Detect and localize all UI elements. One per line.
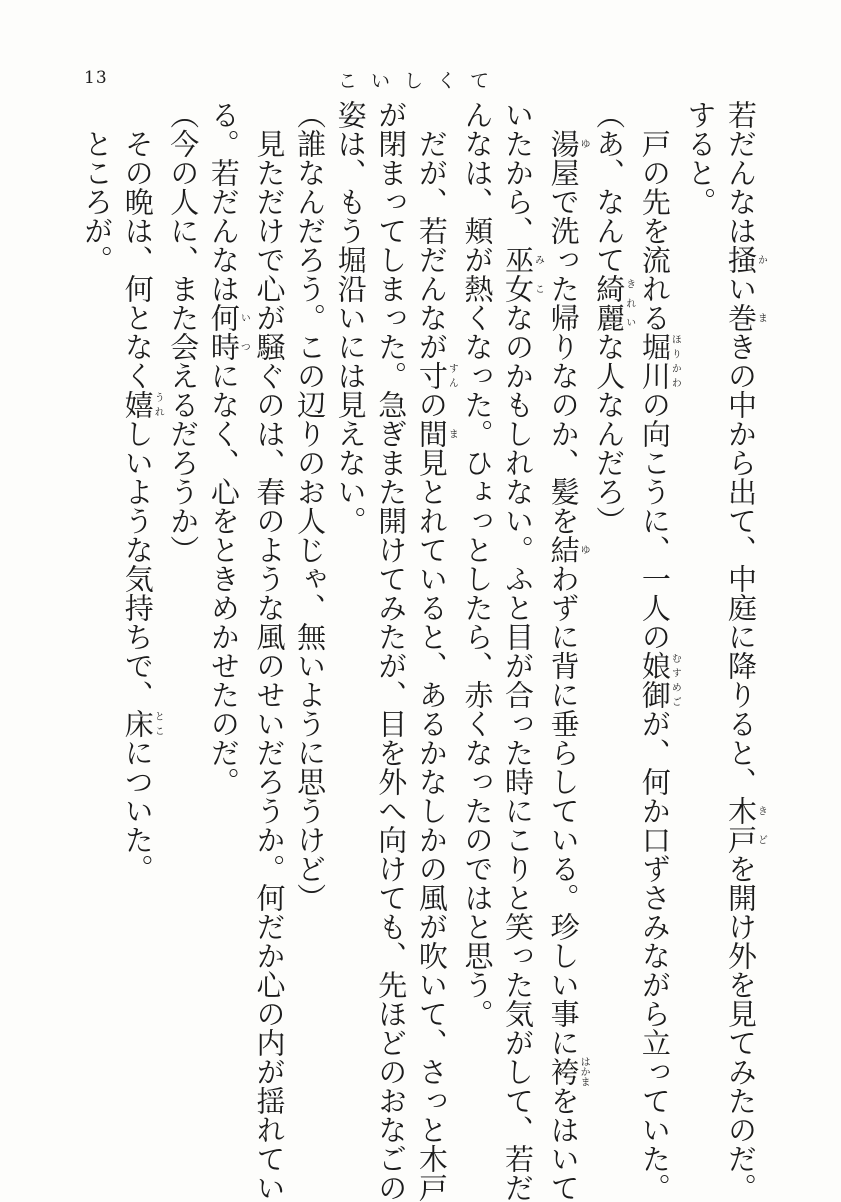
ruby-base: 綺麗 (592, 274, 627, 332)
text-run: を開け外を見てみたのだ。 (724, 854, 758, 1202)
ruby-base: 巫女 (501, 245, 536, 303)
text-run: きの中から出て、中庭に降りると、 (724, 332, 758, 796)
ruby-base: 湯 (546, 129, 581, 158)
furigana: ゆ (578, 129, 590, 158)
furigana: ゆ (578, 535, 590, 564)
ruby-base: 娘御 (637, 651, 672, 709)
text-line (371, 100, 412, 1202)
body-text (74, 100, 767, 1202)
ruby-word (414, 361, 458, 390)
ruby-word (414, 419, 458, 448)
running-title: こいしくて (338, 70, 504, 92)
text-run: 見とれていると、あるかなしかの風が吹いて、さっと木戸 (414, 448, 449, 1202)
furigana: ま (446, 419, 458, 448)
ruby-word (637, 332, 681, 390)
text-run: をはいて (546, 1086, 581, 1202)
text-run: な人なんだろ） (592, 332, 627, 535)
text-line (411, 100, 458, 1202)
furigana: か (755, 245, 767, 274)
ruby-word (120, 390, 164, 419)
furigana: ま (755, 303, 767, 332)
text-run: しいような気持ちで、 (120, 419, 155, 709)
text-run: 若だんなは (724, 100, 758, 245)
ruby-base: 堀川 (637, 332, 672, 390)
text-run: わずに背に垂らしている。珍しい事に (546, 564, 581, 1057)
text-run: （今の人に、また会えるだろうか） (166, 100, 201, 564)
ruby-base: 何時 (206, 303, 241, 361)
ruby-base: 間 (414, 419, 449, 448)
ruby-word (724, 796, 767, 854)
text-run: だが、若だんなが (414, 100, 449, 361)
text-run: 見ただけで心が騒ぐのは、春のような風のせいだろうか。何だか心の内が揺れてい (252, 100, 287, 1202)
furigana: むすめご (669, 651, 681, 709)
ruby-word (206, 303, 250, 361)
text-run: になく、心をときめかせたのだ。 (206, 361, 241, 796)
text-run (547, 100, 581, 129)
text-run: についた。 (120, 738, 155, 883)
text-line (330, 100, 371, 1140)
text-run: の向こうに、一人の (637, 390, 672, 651)
ruby-word (546, 535, 590, 564)
text-run: ところが。 (80, 100, 115, 274)
ruby-base: 掻 (724, 245, 758, 274)
ruby-base: 袴 (546, 1056, 581, 1087)
furigana: みこ (532, 245, 544, 303)
ruby-base: 木戸 (724, 796, 758, 854)
ruby-word (637, 651, 681, 709)
ruby-word (546, 129, 590, 158)
ruby-base: 結 (546, 535, 581, 564)
text-line (77, 100, 118, 1140)
text-line (117, 100, 163, 1140)
text-line (249, 100, 290, 1202)
text-line (163, 100, 204, 1140)
furigana: はかま (578, 1056, 590, 1087)
ruby-base: 嬉 (120, 390, 155, 419)
furigana: いつ (238, 303, 250, 361)
ruby-word (501, 245, 544, 303)
text-run: 戸の先を流れる (637, 100, 672, 332)
text-line (589, 100, 635, 1140)
text-run: なのかもしれない。ふと目が合った時にこりと笑った気がして、若だ (501, 303, 536, 1202)
text-line (634, 100, 681, 1202)
ruby-word (724, 303, 767, 332)
ruby-base: 巻 (724, 303, 758, 332)
ruby-word (592, 274, 635, 332)
ruby-word (546, 1056, 590, 1087)
text-run: い (724, 274, 758, 303)
text-run: すると。 (683, 100, 718, 216)
furigana: すん (446, 361, 458, 390)
furigana: きれい (623, 274, 635, 332)
text-line (543, 100, 590, 1202)
text-run: の (414, 390, 449, 419)
text-run: （誰なんだろう。この辺りのお人じゃ、無いように思うけど） (293, 100, 328, 912)
text-run: 姿は、もう堀沿いには見えない。 (333, 100, 368, 535)
text-run: その晩は、何となく (120, 100, 155, 390)
text-line (203, 100, 249, 1140)
text-run: る。若だんなは (206, 100, 241, 303)
text-run: が、何か口ずさみながら立っていた。 (637, 709, 672, 1202)
text-line (457, 100, 498, 1140)
ruby-word (724, 245, 767, 274)
text-run: が閉まってしまった。急ぎまた開けてみたが、目を外へ向けても、先ほどのおなごの (374, 100, 409, 1202)
furigana: とこ (152, 709, 164, 738)
text-line (497, 100, 544, 1202)
text-run: いたから、 (501, 100, 536, 245)
text-line (289, 100, 330, 1140)
text-run: （あ、なんて (592, 100, 627, 274)
ruby-base: 寸 (414, 361, 449, 390)
ruby-base: 床 (120, 709, 155, 738)
text-run: んなは、頬が熱くなった。ひょっとしたら、赤くなったのではと思う。 (460, 100, 495, 1028)
ruby-word (120, 709, 164, 738)
furigana: ほりかわ (669, 332, 681, 390)
furigana: きど (755, 796, 767, 854)
text-line (680, 100, 721, 1140)
furigana: うれ (152, 390, 164, 419)
page-number: 13 (84, 68, 108, 88)
text-run: 屋で洗った帰りなのか、髪を (546, 158, 581, 535)
text-line (720, 100, 767, 1202)
